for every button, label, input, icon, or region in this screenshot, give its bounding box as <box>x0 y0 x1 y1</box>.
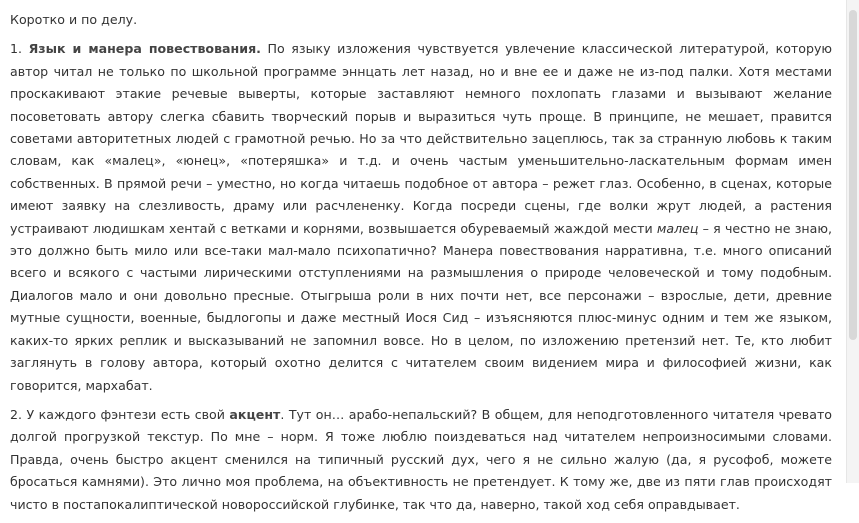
review-text <box>10 9 832 523</box>
paragraph-text-cont: – я честно не знаю, это должно быть мило или все-таки мал-мало психопатично? Манера повествования нарративна, т.е. много описаний всего и всякого с частыми лирическими отступлениями на размышления о природе человеческой и тому подобным. Диалогов мало и они довольно пресные. Отыгрыша роли в них почти нет, все персонажи – взрослые, дети, древние мутные сущности, военные, быдлогопы и даже местный Иося Сид – изъясняются плюс-минус одним и тем же языком, каких-то ярких реплик и высказываний не запомнил вовсе. Но в целом, по изложению претензий нет. Те, кто любит заглянуть в голову автора, который охотно делится с читателем своим видением мира и философией жизни, как говорится, мархабат. <box>10 220 832 393</box>
paragraph-accent <box>10 404 832 516</box>
paragraph-number: 1. <box>10 41 29 57</box>
vertical-scrollbar[interactable] <box>846 0 859 483</box>
section-heading: Язык и манера повествования. <box>28 41 261 57</box>
paragraph-text-cont: . Тут он… арабо-непальский? В общем, для неподготовленного читателя чревато долгой прогрузкой текстур. По мне – норм. Я тоже люблю поиздеваться над читателем непроизносимыми словами. Правда, очень быстро акцент сменился на типичный русский дух, чего я не сильно жалую (да, я русофоб, можете бросаться камнями). Это лично моя проблема, на объективность не претендует. К тому же, две из пяти глав происходят чисто в постапокалиптической новороссийской глубинке, так что да, наверно, такой ход себя оправдывает. <box>10 406 832 512</box>
bold-keyword: акцент <box>229 406 281 422</box>
intro-paragraph <box>10 9 832 31</box>
intro-text: Коротко и по делу. <box>10 12 138 27</box>
paragraph-language <box>10 38 832 397</box>
paragraph-text: По языку изложения чувствуется увлечение классической литературой, которую автор читал не только по школьной программе эннцать лет назад, но и вне ее и даже не из-под палки. Хотя местами проскакивают этакие речевые выверты, которые заставляют немного похлопать глазами и вызывают желание посоветовать автору слегка сбавить творческий порыв и выразиться чуть проще. В принципе, не мешает, правится советами авторитетных людей с грамотной речью. Но за что действительно зацеплюсь, так за странную любовь к таким словам, как «малец», «юнец», «потеряшка» и т.д. и очень частым уменьшительно-ласкательным формам имен собственных. В прямой речи – уместно, но когда читаешь подобное от автора – режет глаз. Особенно, в сценах, которые имеют заявку на слезливость, драму или расчлененку. Когда посреди сцены, где волки жрут людей, а растения устраивают людишкам хентай с ветками и корнями, возвышается обуреваемый жаждой мести <box>10 41 832 236</box>
italic-word: малец <box>656 220 699 236</box>
scrollbar-thumb[interactable] <box>849 10 857 340</box>
paragraph-text: 2. У каждого фэнтези есть свой <box>10 406 230 422</box>
